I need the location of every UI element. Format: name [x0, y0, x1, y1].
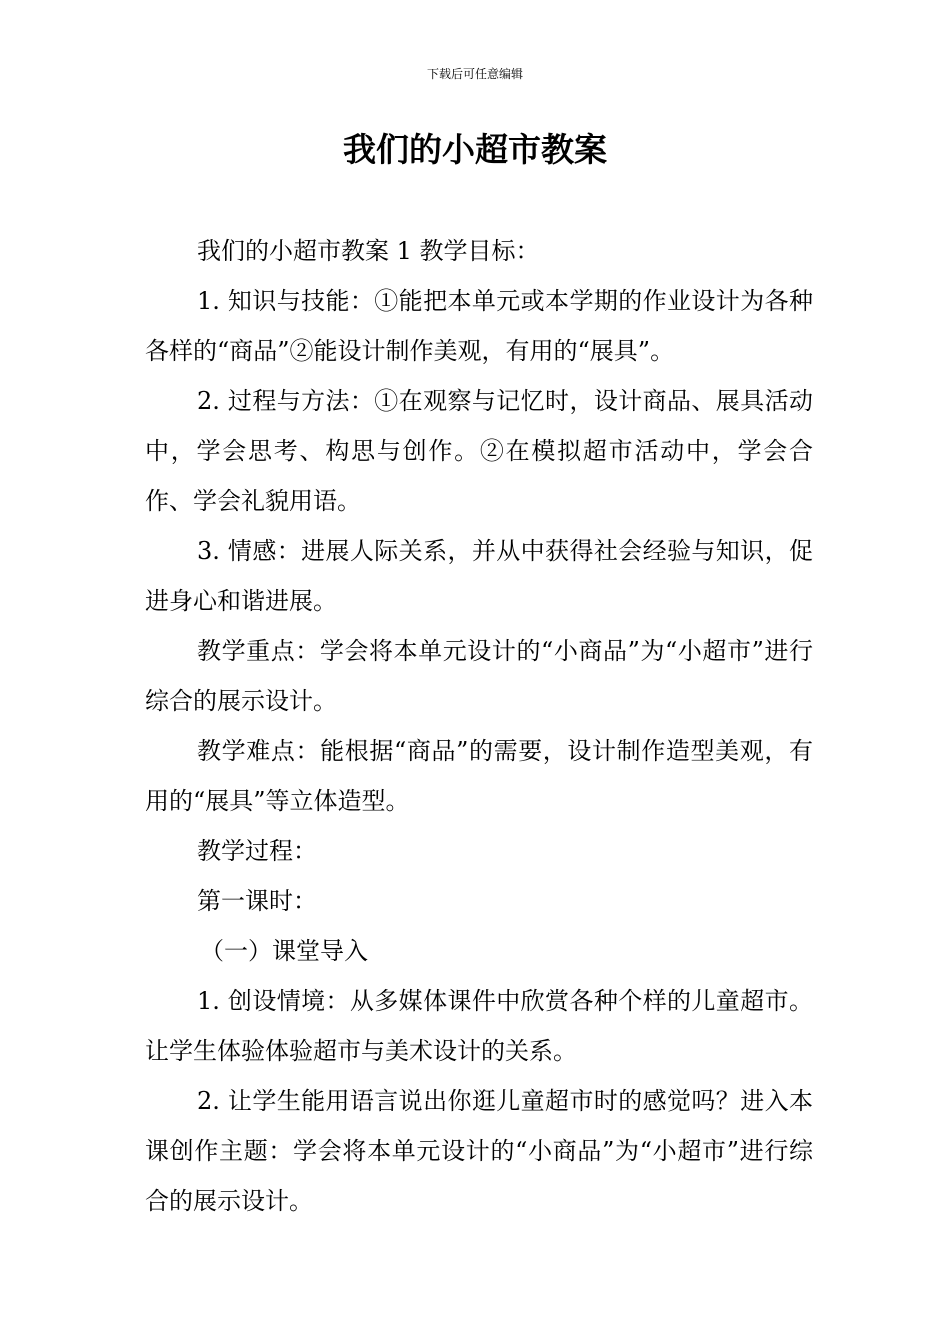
paragraph-emotion: 3. 情感：进展人际关系，并从中获得社会经验与知识，促进身心和谐进展。 — [145, 537, 813, 615]
page-header-note: 下载后可任意编辑 — [426, 67, 523, 81]
document-title: 我们的小超市教案 — [343, 130, 607, 169]
paragraph-knowledge-skills: 1. 知识与技能：①能把本单元或本学期的作业设计为各种各样的“商品”②能设计制作美观，有用的“展具”。 — [145, 287, 813, 365]
paragraph-difficulty: 教学难点：能根据“商品”的需要，设计制作造型美观，有用的“展具”等立体造型。 — [145, 737, 813, 815]
paragraph-teaching-process: 教学过程： — [197, 837, 317, 865]
paragraph-objectives-heading: 我们的小超市教案 1 教学目标： — [197, 237, 540, 265]
paragraph-first-lesson: 第一课时： — [197, 887, 317, 915]
paragraph-process-methods: 2. 过程与方法：①在观察与记忆时，设计商品、展具活动中，学会思考、构思与创作。②在模拟超市活动中，学会合作、学会礼貌用语。 — [145, 387, 813, 515]
paragraph-key-point: 教学重点：学会将本单元设计的“小商品”为“小超市”进行综合的展示设计。 — [145, 637, 813, 715]
paragraph-student-expression: 2. 让学生能用语言说出你逛儿童超市时的感觉吗？进入本课创作主题：学会将本单元设计的“小商品”为“小超市”进行综合的展示设计。 — [145, 1087, 813, 1215]
paragraph-create-scenario: 1. 创设情境：从多媒体课件中欣赏各种个样的儿童超市。让学生体验体验超市与美术设计的关系。 — [145, 987, 813, 1065]
document-body — [145, 226, 813, 1226]
paragraph-introduction-heading: （一）课堂导入 — [200, 937, 368, 965]
